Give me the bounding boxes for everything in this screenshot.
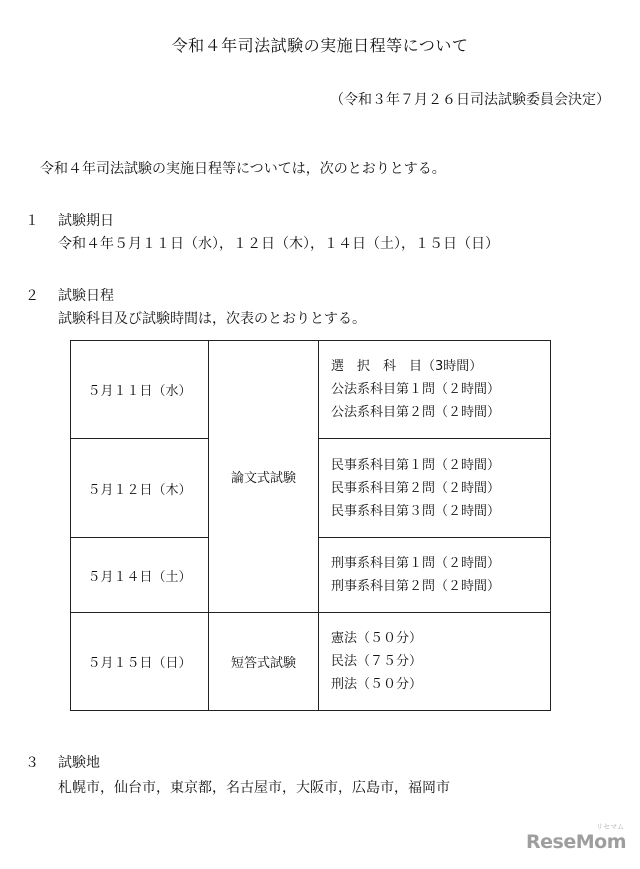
document-title: 令和４年司法試験の実施日程等について bbox=[171, 36, 469, 55]
watermark-subtext: リセマム bbox=[596, 823, 624, 831]
intro-paragraph: 令和４年司法試験の実施日程等については，次のとおりとする。 bbox=[40, 161, 446, 177]
subject-item: 民事系科目第３問（２時間） bbox=[331, 503, 501, 519]
exam-type-short: 短答式試験 bbox=[209, 613, 319, 711]
section-1-body: 令和４年５月１１日（水），１２日（木），１４日（土），１５日（日） bbox=[58, 236, 499, 252]
section-2-body: 試験科目及び試験時間は，次表のとおりとする。 bbox=[58, 311, 366, 327]
date-cell: ５月１５日（日） bbox=[71, 613, 209, 711]
table-row bbox=[71, 341, 551, 439]
section-2-heading: 試験日程 bbox=[58, 288, 114, 304]
subject-item: 憲法（５０分） bbox=[331, 631, 423, 646]
section-3-body: 札幌市，仙台市，東京都，名古屋市，大阪市，広島市，福岡市 bbox=[58, 780, 450, 796]
subject-item: 公法系科目第１問（２時間） bbox=[331, 382, 501, 397]
exam-type-essay: 論文式試験 bbox=[209, 341, 319, 613]
exam-schedule-table bbox=[70, 340, 551, 711]
section-1-number: １ bbox=[25, 213, 39, 229]
subject-item: 刑事系科目第１問（２時間） bbox=[331, 556, 501, 571]
subject-item: 民法（７５分） bbox=[331, 654, 423, 669]
subject-item: 公法系科目第２問（２時間） bbox=[331, 405, 501, 420]
section-1-heading: 試験期日 bbox=[58, 213, 114, 229]
subject-item: 刑事系科目第２問（２時間） bbox=[331, 579, 501, 594]
date-cell: ５月１２日（木） bbox=[71, 439, 209, 538]
section-3-heading: 試験地 bbox=[58, 755, 100, 771]
date-cell: ５月１１日（水） bbox=[71, 341, 209, 439]
subjects-cell bbox=[319, 613, 551, 711]
subjects-cell bbox=[319, 439, 551, 538]
subject-item: 民事系科目第２問（２時間） bbox=[331, 480, 501, 496]
table-row bbox=[71, 613, 551, 711]
section-2-number: ２ bbox=[25, 288, 39, 304]
decision-note: （令和３年７月２６日司法試験委員会決定） bbox=[330, 92, 610, 108]
resemom-logo: ReseMom bbox=[526, 831, 626, 853]
subjects-cell bbox=[319, 538, 551, 613]
subject-item: 民事系科目第１問（２時間） bbox=[331, 457, 501, 473]
date-cell: ５月１４日（土） bbox=[71, 538, 209, 613]
section-3-number: ３ bbox=[25, 755, 39, 771]
subject-item: 刑法（５０分） bbox=[331, 677, 423, 692]
subjects-cell bbox=[319, 341, 551, 439]
subject-item: 選 択 科 目（3時間） bbox=[331, 359, 483, 374]
